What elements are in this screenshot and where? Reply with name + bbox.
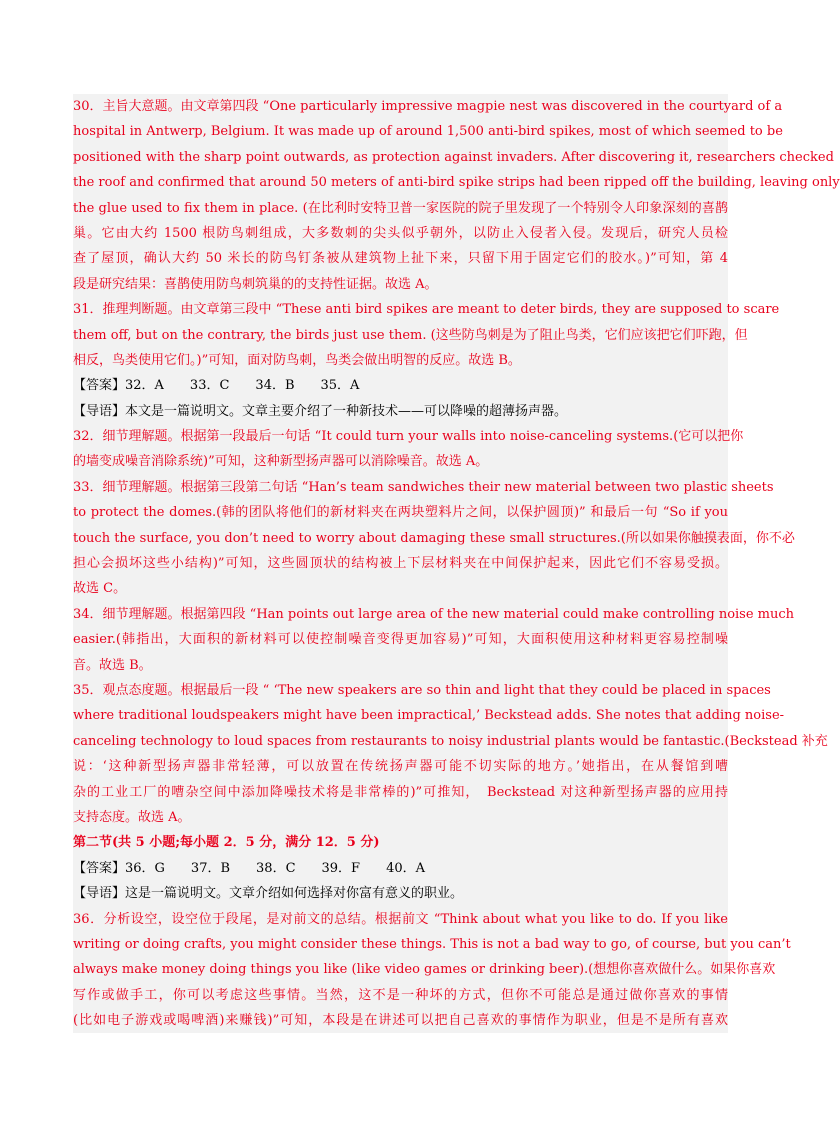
text-line: hospital in Antwerp, Belgium. It was made up of around 1,500 anti-bird spikes, most of which seemed to be: [73, 124, 783, 140]
text-line: 31．推理判断题。由文章第三段中 “These anti bird spikes are meant to deter birds, they are supposed to scare: [73, 302, 780, 318]
text-line: them off, but on the contrary, the birds just use them. (这些防鸟刺是为了阻止鸟类，它们应该把它们吓跑，但: [73, 327, 748, 343]
text-line: 巢。它由大约 1500 根防鸟刺组成，大多数刺的尖头似乎朝外，以防止入侵者入侵。发现后，研究人员检: [73, 225, 728, 241]
answer-explanation-block: [73, 94, 840, 1033]
text-line: 【导语】这是一篇说明文。文章介绍如何选择对你富有意义的职业。: [73, 886, 464, 902]
text-line: 30．主旨大意题。由文章第四段 “One particularly impressive magpie nest was discovered in the courtyard of a: [73, 99, 783, 114]
text-line: 杂的工业工厂的嘈杂空间中添加降噪技术将是非常棒的)”可推知， Beckstead 对这种新型扬声器的应用持: [73, 784, 728, 800]
text-line: easier.(韩指出，大面积的新材料可以使控制噪音变得更加容易)”可知，大面积使用这种材料更容易控制噪: [73, 632, 728, 648]
text-line: 的墙变成噪音消除系统)”可知，这种新型扬声器可以消除噪音。故选 A。: [73, 454, 489, 470]
text-line: where traditional loudspeakers might have been impractical,’ Beckstead adds. She notes that adding noise-: [73, 708, 785, 724]
text-line: always make money doing things you like (like video games or drinking beer).(想想你喜欢做什么。如果你喜欢: [73, 962, 776, 978]
text-line: (比如电子游戏或喝啤酒)来赚钱)”可知，本段是在讲述可以把自己喜欢的事情作为职业，但是不是所有喜欢: [73, 1013, 728, 1029]
text-line: 35．观点态度题。根据最后一段 “ ‘The new speakers are so thin and light that they could be placed in spaces: [73, 682, 771, 698]
text-line: 【答案】36．G 37．B 38．C 39．F 40．A: [73, 860, 426, 876]
text-line: writing or doing crafts, you might consider these things. This is not a bad way to go, of course, but you can’t: [73, 936, 791, 952]
text-line: 查了屋顶，确认大约 50 米长的防鸟钉条被从建筑物上扯下来，只留下用于固定它们的胶水。)”可知，第 4: [73, 251, 728, 267]
text-line: 音。故选 B。: [73, 657, 152, 673]
text-line: canceling technology to loud spaces from restaurants to noisy industrial plants would be fantastic.(Beckstead 补充: [73, 733, 828, 749]
text-line: 【导语】本文是一篇说明文。文章主要介绍了一种新技术——可以降噪的超薄扬声器。: [73, 403, 568, 419]
text-line: to protect the domes.(韩的团队将他们的新材料夹在两块塑料片之间，以保护圆顶)” 和最后一句 “So if you: [73, 505, 728, 521]
text-line: 33．细节理解题。根据第三段第二句话 “Han’s team sandwiches their new material between two plastic sheets: [73, 479, 774, 495]
text-line: 相反，鸟类使用它们。)”可知，面对防鸟刺，鸟类会做出明智的反应。故选 B。: [73, 352, 521, 368]
text-line: touch the surface, you don’t need to worry about damaging these small structures.(所以如果你触摸表面，你不必: [73, 530, 795, 546]
text-line: 36．分析设空，设空位于段尾，是对前文的总结。根据前文 “Think about what you like to do. If you like: [73, 911, 728, 927]
text-line: 支持态度。故选 A。: [73, 809, 191, 825]
text-line: 34．细节理解题。根据第四段 “Han points out large area of the new material could make controlling noise much: [73, 606, 795, 622]
text-line: the roof and confirmed that around 50 meters of anti-bird spike strips had been ripped off the building, leaving only: [73, 175, 840, 191]
text-line: 故选 C。: [73, 581, 127, 597]
text-line: 【答案】32．A 33．C 34．B 35．A: [73, 378, 360, 394]
text-line: 第二节(共 5 小题;每小题 2．5 分，满分 12．5 分): [73, 835, 380, 851]
text-line: positioned with the sharp point outwards, as protection against invaders. After discovering it, researchers checked: [73, 149, 834, 165]
text-line: 段是研究结果：喜鹊使用防鸟刺筑巢的的支持性证据。故选 A。: [73, 276, 438, 292]
text-line: 32．细节理解题。根据第一段最后一句话 “It could turn your walls into noise-canceling systems.(它可以把你: [73, 429, 744, 445]
text-line: 写作或做手工，你可以考虑这些事情。当然，这不是一种坏的方式，但你不可能总是通过做你喜欢的事情: [73, 987, 728, 1003]
text-line: 担心会损坏这些小结构)”可知，这些圆顶状的结构被上下层材料夹在中间保护起来，因此它们不容易受损。: [73, 556, 728, 572]
text-line: the glue used to fix them in place. (在比利时安特卫普一家医院的院子里发现了一个特别令人印象深刻的喜鹊: [73, 200, 728, 216]
text-line: 说：‘这种新型扬声器非常轻薄，可以放置在传统扬声器可能不切实际的地方。’她指出，在从餐馆到嘈: [73, 759, 728, 775]
